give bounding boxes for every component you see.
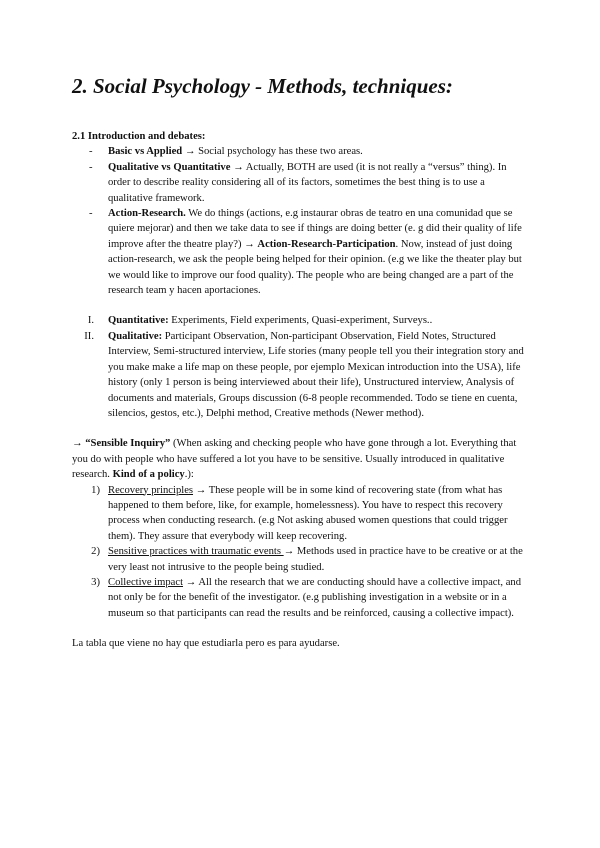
bullet-marker: -	[89, 161, 93, 173]
item-number: 2)	[91, 546, 100, 558]
sensible-inquiry-paragraph	[72, 436, 528, 482]
paragraph-text: (When asking and checking people who have gone through a lot. Everything that you do with people who have suffered a lot you have to be sensitive. Usually introduced in qualitative research.	[72, 438, 517, 481]
item-text: → All the research that we are conducting should have a collective impact, and not only be for the benefit of the investigator. (e.g publishing investigation in a website or in a museum so that participants can read the results and be reinforced, causing a collective impact).	[108, 576, 522, 619]
term-quantitative: Quantitative:	[108, 315, 169, 327]
item-text: Participant Observation, Non-participant Observation, Field Notes, Structured Interview, Semi-structured interview, Life stories (many people tell you their integration story and you make make a life map on these people, por ejemplo Mexican introduction into the USA), life history (only 1 person is being interviewed about their life), Unstructured interview, Analysis of documents and materials, Groups discussion (6-8 people recommended. Todo se tiene en cuenta, silencios, gestos, etc.), Delphi method, Creative methods (Newer method).	[108, 330, 524, 419]
list-item	[72, 544, 528, 575]
list-item	[72, 313, 528, 328]
term-basic-vs-applied: Basic vs Applied	[108, 146, 183, 158]
item-text: Experiments, Field experiments, Quasi-experiment, Surveys..	[168, 315, 433, 327]
list-item	[72, 329, 528, 421]
list-item	[72, 575, 528, 621]
closing-note: La tabla que viene no hay que estudiarla pero es para ayudarse.	[72, 638, 340, 650]
section-heading: 2.1 Introduction and debates:	[72, 131, 206, 142]
list-item	[72, 483, 528, 545]
term-action-research-participation: Action-Research-Participation	[257, 238, 396, 250]
term-action-research: Action-Research.	[108, 208, 186, 220]
item-text: → These people will be in some kind of recovering state (from what has happened to them before, like, for example, homelessness). You have to respect this recovery process when conducting research. (e.g Not asking abused women questions that could trigger them). They assure that everybody will keep recovering.	[108, 484, 508, 542]
term-recovery-principles: Recovery principles	[108, 484, 194, 496]
list-item	[72, 144, 528, 159]
item-text: → Social psychology has these two areas.	[182, 146, 363, 158]
item-text: We do things (actions, e.g instaurar obras de teatro en una comunidad que se quiere mejorar) and then we take data to see if things are doing better (e. g did their quality of life improve after the theatre play?) →	[108, 208, 522, 250]
item-number: 1)	[91, 484, 100, 496]
term-sensitive-practices: Sensitive practices with traumatic events	[108, 546, 284, 558]
item-text: . Now, instead of just doing action-research, we ask the people being helped for their opinion. (e.g we like the theater play but we would like to improve our food quality). The people who are being changed are a part of the research team y hacen aportaciones.	[108, 238, 522, 297]
roman-numeral: II.	[84, 330, 94, 342]
debates-list	[72, 144, 528, 298]
methods-list	[72, 313, 528, 421]
bullet-marker: -	[89, 146, 93, 158]
arrow-text: →	[72, 438, 86, 450]
term-kind-of-policy: Kind of a policy	[112, 469, 185, 481]
document-body	[72, 129, 528, 652]
term-qualitative: Qualitative:	[108, 330, 163, 342]
inquiry-list	[72, 483, 528, 622]
term-qualitative-vs-quantitative: Qualitative vs Quantitative	[108, 161, 231, 173]
bullet-marker: -	[89, 208, 93, 220]
item-text: → Methods used in practice have to be creative or at the very least not intrusive to the people being studied.	[108, 546, 523, 573]
item-number: 3)	[91, 576, 100, 588]
page-title: 2. Social Psychology - Methods, techniques:	[72, 74, 453, 98]
list-item	[72, 160, 528, 206]
term-sensible-inquiry: “Sensible Inquiry”	[85, 438, 171, 450]
roman-numeral: I.	[87, 315, 94, 327]
item-text: → Actually, BOTH are used (it is not really a “versus” thing). In order to describe reality considering all of its factors, sometimes the best thing is to use a qualitative framework.	[108, 161, 507, 204]
list-item	[72, 206, 528, 298]
paragraph-text: .):	[184, 469, 194, 481]
term-collective-impact: Collective impact	[108, 576, 184, 588]
